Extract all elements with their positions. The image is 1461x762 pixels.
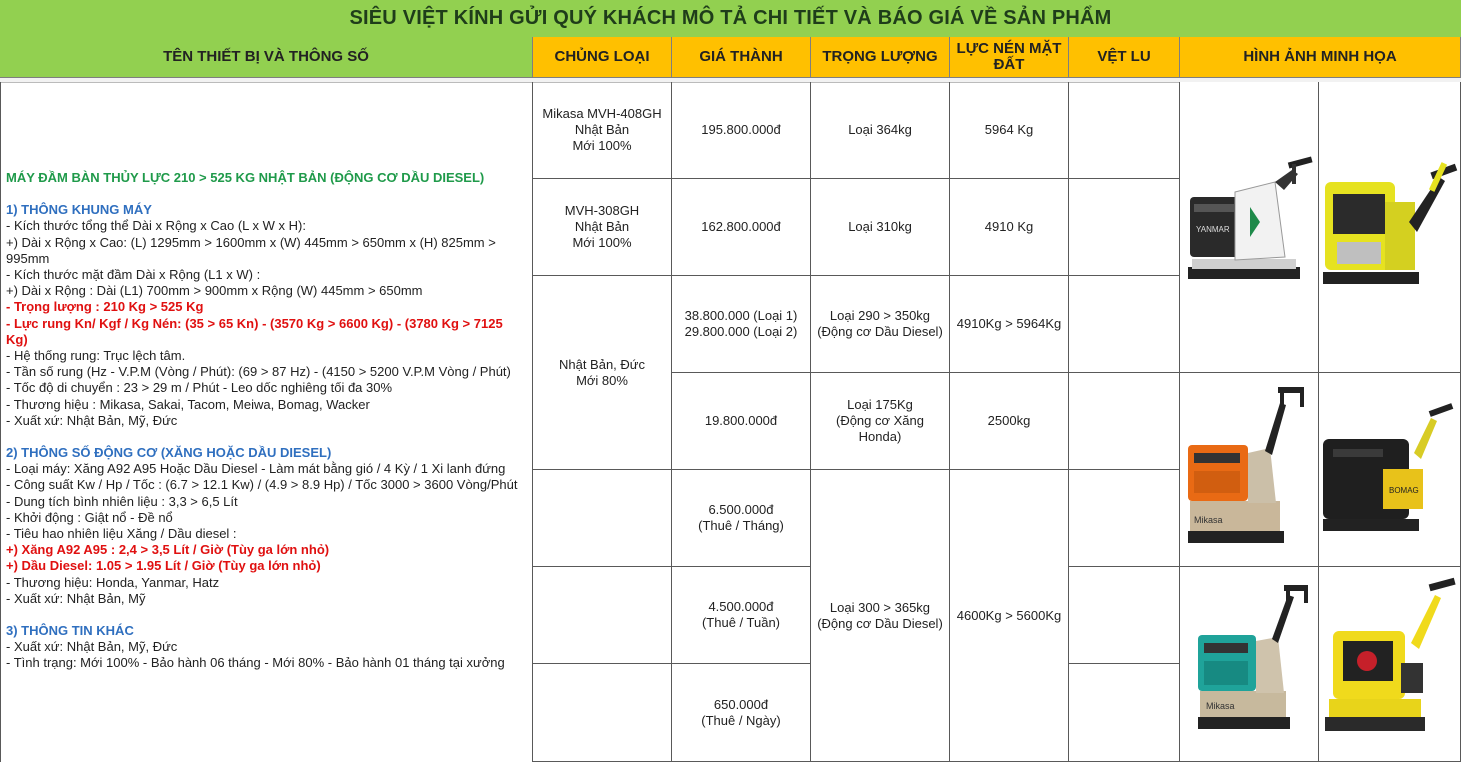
spec-line: - Hệ thống rung: Trục lệch tâm. bbox=[6, 348, 186, 364]
weight-engine: (Động cơ Xăng bbox=[835, 413, 925, 428]
svg-text:Mikasa: Mikasa bbox=[1206, 701, 1235, 711]
page-title-banner: SIÊU VIỆT KÍNH GỬI QUÝ KHÁCH MÔ TẢ CHI TIẾT VÀ BÁO GIÁ VỀ SẢN PHẨM bbox=[0, 0, 1461, 38]
section-other-title: 3) THÔNG TIN KHÁC bbox=[6, 623, 134, 639]
type-cell-empty bbox=[533, 470, 672, 567]
price-cell bbox=[672, 276, 811, 373]
weight-cell bbox=[811, 470, 950, 762]
price-period: (Thuê / Tuần) bbox=[701, 615, 781, 630]
force-cell: 5964 Kg bbox=[950, 82, 1069, 179]
price-value: 38.800.000 (Loại 1) bbox=[684, 308, 798, 323]
type-condition: Mới 80% bbox=[576, 372, 628, 388]
type-cell bbox=[533, 82, 672, 179]
roller-cell bbox=[1069, 82, 1180, 179]
product-title: MÁY ĐẦM BÀN THỦY LỰC 210 > 525 KG NHẬT BẢN (ĐỘNG CƠ DẦU DIESEL) bbox=[6, 170, 485, 185]
spec-line: - Kích thước tổng thể Dài x Rộng x Cao (L x W x H): bbox=[6, 218, 306, 234]
price-value: 4.500.000đ bbox=[708, 599, 774, 614]
spec-line-weight: - Trọng lượng : 210 Kg > 525 Kg bbox=[6, 299, 204, 315]
weight-engine: (Động cơ Dầu Diesel) bbox=[817, 324, 943, 339]
price-period: (Thuê / Tháng) bbox=[698, 518, 784, 533]
roller-cell bbox=[1069, 664, 1180, 762]
photo-yellow-compactor bbox=[1319, 82, 1461, 373]
svg-text:YANMAR: YANMAR bbox=[1196, 225, 1230, 234]
spec-line: - Dung tích bình nhiên liệu : 3,3 > 6,5 Lít bbox=[6, 493, 238, 509]
price-cell bbox=[672, 470, 811, 567]
force-cell: 4600Kg > 5600Kg bbox=[950, 470, 1069, 762]
spec-line: - Xuất xứ: Nhật Bản, Mỹ, Đức bbox=[6, 639, 178, 655]
spec-line-petrol: +) Xăng A92 A95 : 2,4 > 3,5 Lít / Giờ (Tùy ga lớn nhỏ) bbox=[6, 542, 330, 558]
spec-line: - Tần số rung (Hz - V.P.M (Vòng / Phút): (69 > 87 Hz) - (4150 > 5200 V.P.M Vòng / Phút) bbox=[6, 364, 511, 380]
svg-text:Mikasa: Mikasa bbox=[1194, 515, 1223, 525]
price-cell bbox=[672, 179, 811, 276]
type-cell-empty bbox=[533, 664, 672, 762]
spec-line: +) Dài x Rộng : Dài (L1) 700mm > 900mm x Rộng (W) 445mm > 650mm bbox=[6, 283, 423, 299]
price-value: 650.000đ bbox=[713, 696, 769, 712]
type-model: MVH-308GH bbox=[564, 203, 640, 218]
force-cell: 4910Kg > 5964Kg bbox=[950, 276, 1069, 373]
price-period: (Thuê / Ngày) bbox=[701, 712, 781, 728]
header-type: CHỦNG LOẠI bbox=[533, 37, 672, 78]
weight-engine: Honda) bbox=[858, 429, 902, 444]
product-description bbox=[0, 82, 533, 762]
spec-line: - Kích thước mặt đầm Dài x Rộng (L1 x W) : bbox=[6, 267, 261, 283]
header-roller: VỆT LU bbox=[1069, 37, 1180, 78]
spec-line: - Loại máy: Xăng A92 A95 Hoặc Dầu Diesel - Làm mát bằng gió / 4 Kỳ / 1 Xi lanh đứng bbox=[6, 461, 506, 477]
roller-cell bbox=[1069, 567, 1180, 664]
force-cell: 2500kg bbox=[950, 373, 1069, 470]
header-weight: TRỌNG LƯỢNG bbox=[811, 37, 950, 78]
weight-cell bbox=[811, 373, 950, 470]
header-force: LỰC NÉN MẶT ĐẤT bbox=[950, 37, 1069, 78]
spec-line: +) Dài x Rộng x Cao: (L) 1295mm > 1600mm x (W) 445mm > 650mm x (H) 825mm > 995mm bbox=[6, 234, 496, 266]
weight-value: Loại 300 > 365kg bbox=[829, 599, 931, 615]
spec-line-diesel: +) Dầu Diesel: 1.05 > 1.95 Lít / Giờ (Tùy ga lớn nhỏ) bbox=[6, 558, 321, 574]
force-cell: 4910 Kg bbox=[950, 179, 1069, 276]
weight-cell bbox=[811, 82, 950, 179]
header-image: HÌNH ẢNH MINH HỌA bbox=[1180, 37, 1461, 78]
photo-orange-mikasa-compactor bbox=[1180, 373, 1319, 567]
weight-cell bbox=[811, 276, 950, 373]
roller-cell bbox=[1069, 276, 1180, 373]
roller-cell bbox=[1069, 179, 1180, 276]
type-origin: Nhật Bản bbox=[574, 122, 630, 137]
type-condition: Mới 100% bbox=[572, 235, 632, 250]
price-value: 19.800.000đ bbox=[704, 413, 778, 428]
svg-text:BOMAG: BOMAG bbox=[1389, 486, 1419, 495]
type-condition: Mới 100% bbox=[572, 138, 632, 153]
photo-white-compactor bbox=[1180, 82, 1319, 373]
header-price: GIÁ THÀNH bbox=[672, 37, 811, 78]
spec-line: - Tiêu hao nhiên liệu Xăng / Dầu diesel : bbox=[6, 526, 237, 542]
section-frame-title: 1) THÔNG KHUNG MÁY bbox=[6, 202, 152, 218]
weight-value: Loại 290 > 350kg bbox=[829, 308, 931, 323]
price-cell bbox=[672, 373, 811, 470]
weight-cell bbox=[811, 179, 950, 276]
section-engine-title: 2) THÔNG SỐ ĐỘNG CƠ (XĂNG HOẶC DẦU DIESEL) bbox=[6, 445, 332, 461]
price-cell bbox=[672, 664, 811, 762]
photo-black-bomag-compactor bbox=[1319, 373, 1461, 567]
photo-teal-mikasa-compactor bbox=[1180, 567, 1319, 762]
header-name: TÊN THIẾT BỊ VÀ THÔNG SỐ bbox=[0, 37, 533, 78]
price-cell bbox=[672, 82, 811, 179]
photo-yellow-plate-compactor bbox=[1319, 567, 1461, 762]
weight-value: Loại 310kg bbox=[848, 219, 912, 234]
type-cell-empty bbox=[533, 567, 672, 664]
type-model: Mikasa MVH-408GH bbox=[542, 106, 662, 121]
price-value: 162.800.000đ bbox=[701, 219, 781, 234]
price-value: 29.800.000 (Loại 2) bbox=[684, 324, 798, 339]
spec-line-force: - Lực rung Kn/ Kgf / Kg Nén: (35 > 65 Kn) - (3570 Kg > 6600 Kg) - (3780 Kg > 7125 Kg) bbox=[6, 315, 503, 347]
spec-line: - Thương hiệu : Mikasa, Sakai, Tacom, Meiwa, Bomag, Wacker bbox=[6, 396, 370, 412]
price-cell bbox=[672, 567, 811, 664]
weight-engine: (Động cơ Dầu Diesel) bbox=[817, 615, 943, 631]
spec-line: - Xuất xứ: Nhật Bản, Mỹ, Đức bbox=[6, 412, 178, 428]
spec-line: - Khởi động : Giật nổ - Đề nổ bbox=[6, 509, 173, 525]
weight-value: Loại 364kg bbox=[848, 122, 912, 137]
spec-line: - Tốc độ di chuyển : 23 > 29 m / Phút - Leo dốc nghiêng tối đa 30% bbox=[6, 380, 393, 396]
price-value: 6.500.000đ bbox=[708, 502, 774, 517]
spec-line: - Tình trạng: Mới 100% - Bảo hành 06 tháng - Mới 80% - Bảo hành 01 tháng tại xưởng bbox=[6, 655, 505, 671]
roller-cell bbox=[1069, 373, 1180, 470]
type-cell bbox=[533, 179, 672, 276]
price-value: 195.800.000đ bbox=[701, 122, 781, 137]
type-cell bbox=[533, 276, 672, 470]
spec-line: - Xuất xứ: Nhật Bản, Mỹ bbox=[6, 590, 146, 606]
roller-cell bbox=[1069, 470, 1180, 567]
spec-line: - Thương hiệu: Honda, Yanmar, Hatz bbox=[6, 574, 220, 590]
type-origin: Nhật Bản bbox=[574, 219, 630, 234]
spec-line: - Công suất Kw / Hp / Tốc : (6.7 > 12.1 Kw) / (4.9 > 8.9 Hp) / Tốc 3000 > 3600 Vòng/Phút bbox=[6, 477, 518, 493]
type-origin: Nhật Bản, Đức bbox=[558, 356, 646, 372]
weight-value: Loại 175Kg bbox=[847, 397, 913, 412]
